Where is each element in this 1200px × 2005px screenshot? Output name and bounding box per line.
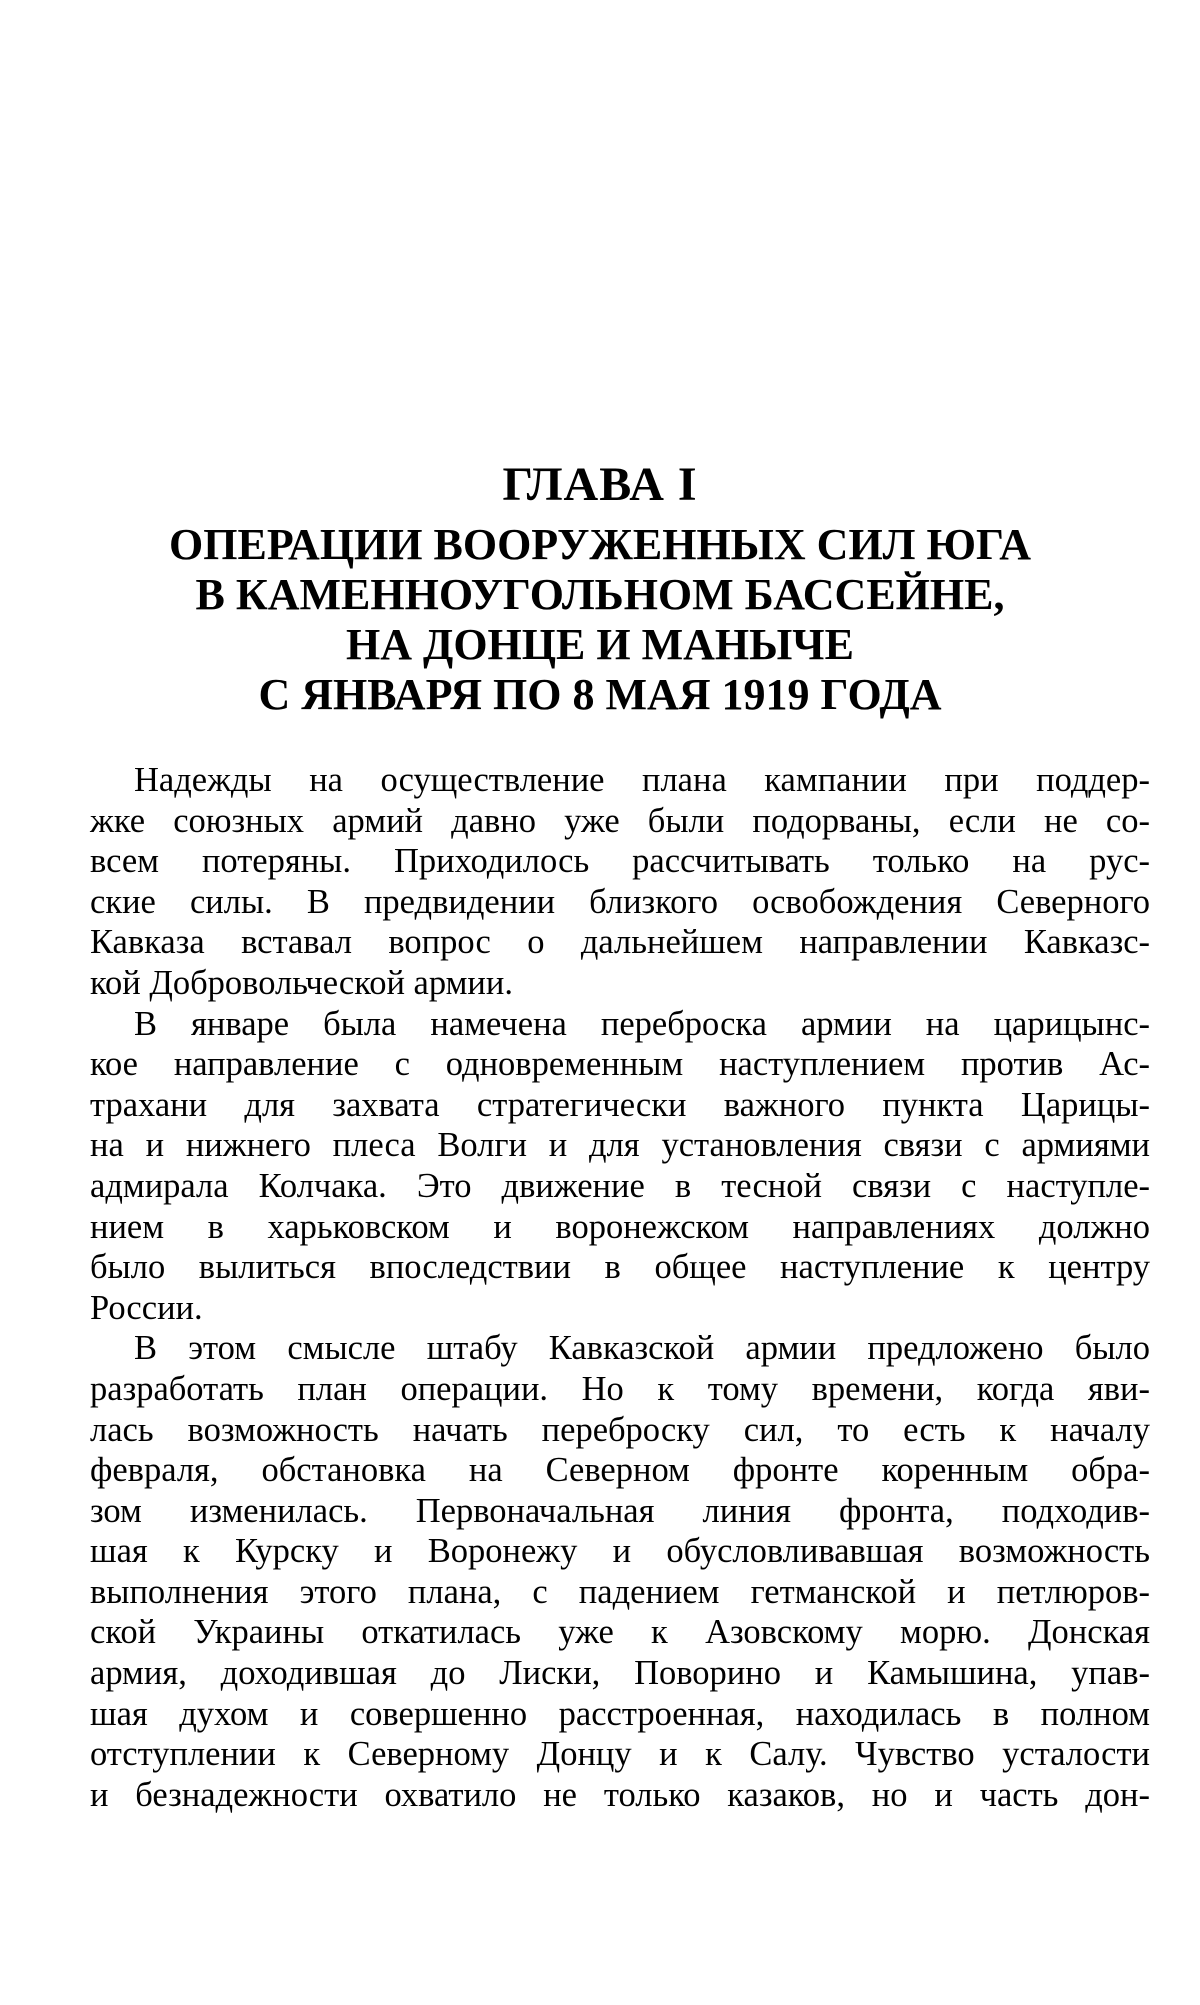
text-line: всем потеряны. Приходилось рассчитывать только на рус- bbox=[90, 842, 1150, 881]
text-line: февраля, обстановка на Северном фронте коренным обра- bbox=[90, 1451, 1150, 1490]
text-line: было вылиться впоследствии в общее наступление к центру bbox=[90, 1248, 1150, 1287]
chapter-title-line: НА ДОНЦЕ И МАНЫЧЕ bbox=[346, 620, 854, 669]
text-line: ские силы. В предвидении близкого освобождения Северного bbox=[90, 882, 1150, 921]
text-line: трахани для захвата стратегически важного пункта Царицы- bbox=[90, 1085, 1150, 1124]
text-line: нием в харьковском и воронежском направлениях должно bbox=[90, 1207, 1150, 1246]
text-line: армия, доходившая до Лиски, Поворино и Камышина, упав- bbox=[90, 1654, 1150, 1693]
text-line: Кавказа вставал вопрос о дальнейшем направлении Кавказс- bbox=[90, 923, 1150, 962]
text-line: шая к Курску и Воронежу и обусловливавшая возможность bbox=[90, 1532, 1150, 1571]
text-line: шая духом и совершенно расстроенная, находилась в полном bbox=[90, 1694, 1150, 1733]
text-line: отступлении к Северному Донцу и к Салу. Чувство усталости bbox=[90, 1735, 1150, 1774]
text-line: и безнадежности охватило не только казаков, но и часть дон- bbox=[90, 1775, 1150, 1814]
text-line: ской Украины откатилась уже к Азовскому морю. Донская bbox=[90, 1613, 1150, 1652]
chapter-label: ГЛАВА I bbox=[502, 458, 698, 511]
text-line: выполнения этого плана, с падением гетманской и петлюров- bbox=[90, 1572, 1150, 1611]
text-line: жке союзных армий давно уже были подорваны, если не со- bbox=[90, 801, 1150, 840]
chapter-title-line: ОПЕРАЦИИ ВООРУЖЕННЫХ СИЛ ЮГА bbox=[169, 520, 1031, 569]
body-text bbox=[90, 760, 1150, 1815]
text-line: на и нижнего плеса Волги и для установления связи с армиями bbox=[90, 1126, 1150, 1165]
text-line: адмирала Колчака. Это движение в тесной связи с наступле- bbox=[90, 1166, 1150, 1205]
text-line: В январе была намечена переброска армии на царицынс- bbox=[134, 1004, 1150, 1043]
text-line: Надежды на осуществление плана кампании при поддер- bbox=[134, 761, 1150, 799]
paragraph-3 bbox=[90, 1328, 1150, 1815]
text-line: зом изменилась. Первоначальная линия фронта, подходив- bbox=[90, 1491, 1150, 1530]
text-line: России. bbox=[90, 1288, 203, 1327]
chapter-title-line: С ЯНВАРЯ ПО 8 МАЯ 1919 ГОДА bbox=[258, 670, 942, 719]
text-line: кой Добровольческой армии. bbox=[90, 963, 513, 1002]
paragraph-2 bbox=[90, 1004, 1150, 1329]
chapter-title-line: В КАМЕННОУГОЛЬНОМ БАССЕЙНЕ, bbox=[195, 570, 1005, 619]
text-line: лась возможность начать переброску сил, то есть к началу bbox=[90, 1410, 1150, 1449]
paragraph-1 bbox=[90, 760, 1150, 1004]
text-line: кое направление с одновременным наступлением против Ас- bbox=[90, 1045, 1150, 1084]
chapter-title bbox=[60, 520, 1140, 720]
text-line: В этом смысле штабу Кавказской армии предложено было bbox=[134, 1329, 1150, 1368]
text-line: разработать план операции. Но к тому времени, когда яви- bbox=[90, 1369, 1150, 1408]
